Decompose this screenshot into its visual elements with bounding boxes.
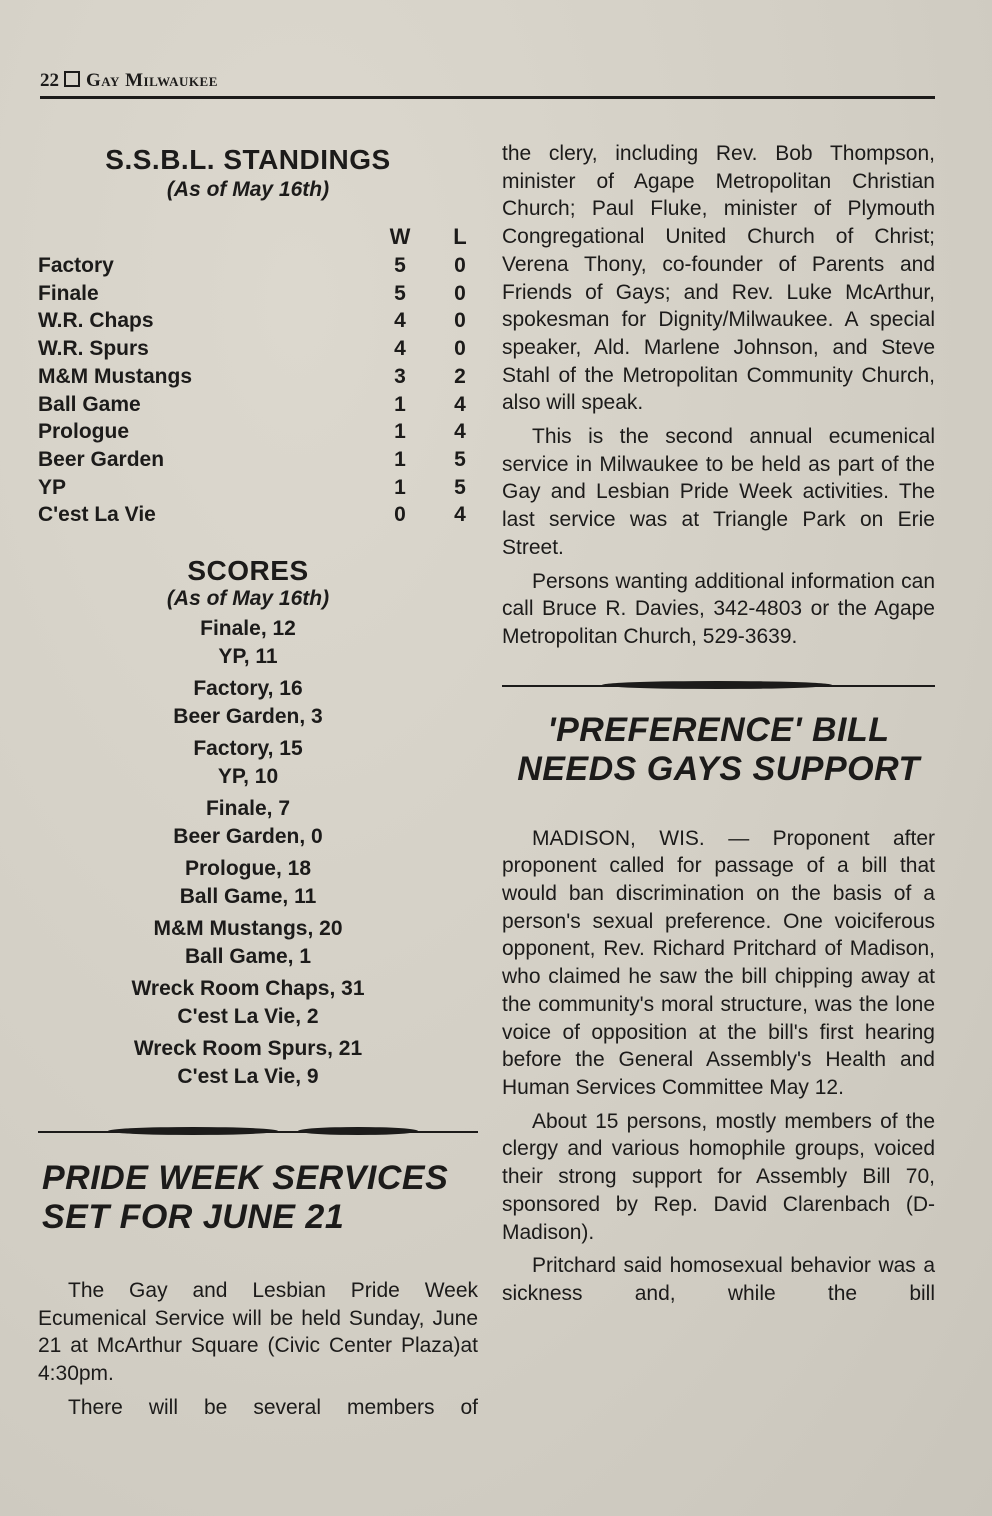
team-name: Ball Game — [38, 392, 141, 416]
table-row — [38, 307, 478, 335]
wins: 3 — [394, 364, 406, 388]
col-losses: L — [453, 224, 467, 249]
losses: 4 — [454, 392, 466, 416]
wins: 0 — [394, 503, 406, 527]
scores-subtitle: (As of May 16th) — [166, 587, 330, 611]
losses: 5 — [454, 447, 466, 471]
team-name: Finale — [38, 281, 99, 305]
pride-headline — [42, 1159, 478, 1237]
game-team-a: Factory, 16 — [193, 677, 303, 701]
pride-paragraph-4: Persons wanting additional information can call Bruce R. Davies, 342-4803 or the Agape Metropolitan Church, 529-3639. — [502, 569, 935, 648]
team-name: Factory — [38, 254, 114, 277]
losses: 0 — [454, 281, 466, 305]
game-result — [38, 795, 478, 851]
game-team-b: Ball Game, 11 — [179, 885, 317, 909]
pride-paragraph-2-cont: the clery, including Rev. Bob Thompson, minister of Agape Metropolitan Christian Church; Paul Fluke, minister of Plymouth Congregational United Church of Christ; Verena Thony, co-founder of Parents and Friends of Gays; and Rev. Luke McArthur, spokesman for Dignity/Milwaukee. A special speaker, Ald. Marlene Johnson, and Steve Stahl of the Metropolitan Community Church, also will speak. — [502, 142, 935, 415]
table-row — [38, 252, 478, 280]
wins: 4 — [394, 309, 406, 333]
standings-table — [38, 222, 478, 529]
game-team-a: Wreck Room Spurs, 21 — [133, 1037, 363, 1061]
team-name: C'est La Vie — [38, 503, 156, 527]
team-name: M&M Mustangs — [38, 364, 192, 388]
game-result — [38, 735, 478, 791]
game-team-a: Wreck Room Chaps, 31 — [131, 977, 365, 1001]
game-team-a: M&M Mustangs, 20 — [153, 917, 343, 941]
publication-name: Gay Milwaukee — [86, 70, 218, 91]
standings-subtitle: (As of May 16th) — [166, 178, 330, 201]
game-team-b: Ball Game, 1 — [184, 945, 312, 969]
preference-article-body — [502, 825, 935, 1308]
wins: 5 — [394, 281, 406, 305]
left-column — [38, 140, 478, 1422]
pride-paragraph-1: The Gay and Lesbian Pride Week Ecumenical Service will be held Sunday, June 21 at McArthur Square (Civic Center Plaza)at 4:30pm. — [38, 1279, 478, 1386]
team-name: Beer Garden — [38, 447, 165, 471]
losses: 4 — [454, 420, 466, 444]
preference-paragraph-3: Pritchard said homosexual behavior was a sickness and, while the bill — [502, 1254, 935, 1305]
losses: 5 — [454, 475, 466, 499]
game-team-b: Beer Garden, 0 — [173, 825, 323, 849]
page-number: 22 — [40, 70, 59, 91]
losses: 0 — [454, 254, 466, 277]
losses: 0 — [454, 309, 466, 333]
game-team-b: Beer Garden, 3 — [173, 705, 323, 729]
losses: 4 — [454, 503, 466, 527]
wins: 5 — [394, 254, 406, 277]
game-team-a: Factory, 15 — [193, 737, 303, 761]
pride-headline-line1: PRIDE WEEK SERVICES — [42, 1159, 449, 1198]
game-result — [38, 855, 478, 911]
preference-paragraph-2: About 15 persons, mostly members of the clergy and various homophile groups, voiced their strong support for Assembly Bill 70, sponsored by Rep. David Clarenbach (D-Madison). — [502, 1109, 935, 1244]
game-team-a: Finale, 12 — [200, 617, 296, 641]
scores-title: SCORES — [187, 555, 309, 587]
page-header — [40, 70, 935, 99]
table-row — [38, 474, 478, 502]
section-divider — [38, 1125, 478, 1139]
standings-header-row — [38, 222, 478, 252]
game-result — [38, 915, 478, 971]
game-team-b: YP, 11 — [218, 645, 278, 669]
game-result — [38, 975, 478, 1031]
col-wins: W — [389, 224, 411, 249]
preference-headline-line2: NEEDS GAYS SUPPORT — [517, 749, 920, 788]
table-row — [38, 418, 478, 446]
preference-headline — [502, 711, 935, 789]
pride-paragraph-2: There will be several members of — [68, 1395, 478, 1419]
losses: 0 — [454, 337, 466, 361]
team-name: YP — [38, 475, 67, 499]
team-name: W.R. Chaps — [38, 309, 154, 333]
square-icon — [64, 71, 80, 87]
wins: 4 — [394, 337, 406, 361]
game-team-b: YP, 10 — [217, 765, 279, 789]
team-name: Prologue — [38, 420, 130, 444]
game-team-a: Finale, 7 — [205, 797, 291, 821]
team-name: W.R. Spurs — [38, 337, 149, 361]
preference-paragraph-1: MADISON, WIS. — Proponent after proponent called for passage of a bill that would ban discrimination on the basis of a person's sexual preference. One voiciferous opponent, Rev. Richard Pritchard of Madison, who claimed he saw the bill chipping away at the community's moral structure, was the lone voice of opposition at the bill's first hearing before the General Assembly's Health and Human Services Committee May 12. — [502, 826, 935, 1099]
pride-paragraph-3: This is the second annual ecumenical service in Milwaukee to be held as part of the Gay and Lesbian Pride Week activities. The last service was at Triangle Park on Erie Street. — [502, 425, 935, 559]
pride-article-continued — [502, 140, 935, 651]
standings-title: S.S.B.L. STANDINGS — [105, 144, 391, 175]
pride-article-body — [38, 1277, 478, 1422]
game-result — [38, 1035, 478, 1091]
table-row — [38, 501, 478, 529]
losses: 2 — [454, 364, 466, 388]
wins: 1 — [394, 447, 406, 471]
wins: 1 — [394, 420, 406, 444]
game-team-a: Prologue, 18 — [184, 857, 312, 881]
section-divider — [502, 679, 935, 693]
table-row — [38, 391, 478, 419]
table-row — [38, 335, 478, 363]
pride-headline-line2: SET FOR JUNE 21 — [42, 1198, 345, 1237]
wins: 1 — [394, 475, 406, 499]
table-row — [38, 446, 478, 474]
wins: 1 — [394, 392, 406, 416]
game-result — [38, 675, 478, 731]
game-team-b: C'est La Vie, 9 — [177, 1065, 319, 1089]
game-team-b: C'est La Vie, 2 — [177, 1005, 319, 1029]
game-result — [38, 615, 478, 671]
preference-headline-line1: 'PREFERENCE' BILL — [547, 710, 890, 749]
table-row — [38, 363, 478, 391]
table-row — [38, 280, 478, 308]
right-column — [502, 140, 935, 1308]
